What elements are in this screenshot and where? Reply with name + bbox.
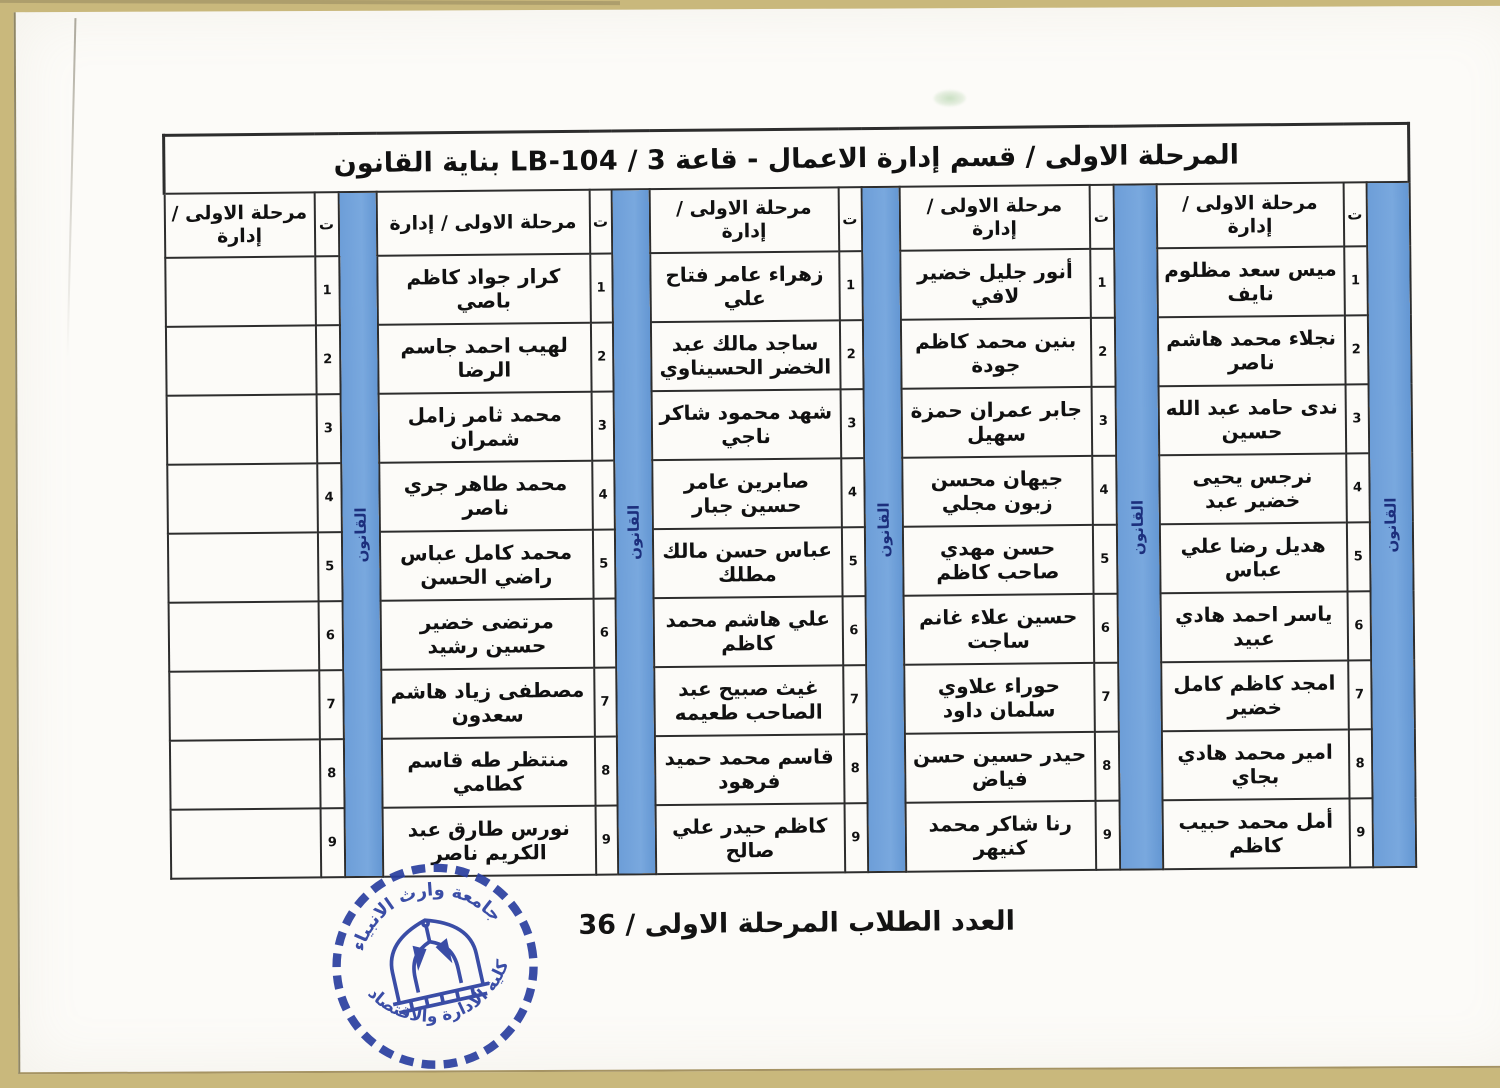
- student-name: غيث صبيح عبد الصاحب طعيمه: [654, 665, 844, 736]
- student-name: [170, 808, 321, 878]
- law-building-strip: [861, 187, 906, 872]
- student-roster-table: [162, 122, 1417, 880]
- row-number: 2: [590, 323, 613, 392]
- row-number: 1: [590, 254, 613, 323]
- row-number: 8: [1348, 729, 1372, 798]
- row-number: 3: [840, 389, 864, 458]
- student-name: كاظم حيدر علي صالح: [655, 803, 845, 874]
- student-name: زهراء عامر فتاح علي: [650, 251, 840, 322]
- group-header: مرحلة الاولى / إدارة: [164, 192, 315, 257]
- row-number: 7: [1094, 663, 1119, 732]
- index-header: ت: [1089, 185, 1114, 249]
- row-number: 9: [1349, 798, 1373, 867]
- index-header: ت: [1343, 182, 1367, 246]
- student-name: ميس سعد مظلوم نايف: [1157, 246, 1345, 317]
- student-name: ياسر احمد هادي عبيد: [1160, 591, 1348, 662]
- student-name: هديل رضا علي عباس: [1159, 522, 1347, 593]
- student-name: مصطفى زياد هاشم سعدون: [381, 668, 595, 739]
- stamp-top-text: جامعة وارث الانبياء: [347, 879, 506, 954]
- law-building-strip: [1113, 184, 1163, 869]
- student-name: مرتضى خضير حسين رشيد: [380, 599, 594, 670]
- student-name: حسن مهدي صاحب كاظم: [902, 525, 1093, 596]
- row-number: 6: [1347, 591, 1371, 660]
- student-name: منتظر طه قاسم كطامي: [381, 737, 595, 808]
- row-number: 6: [1093, 594, 1118, 663]
- student-name: [167, 463, 318, 533]
- row-number: 9: [844, 803, 868, 872]
- row-number: 5: [1092, 525, 1117, 594]
- student-name: [165, 325, 316, 395]
- row-number: 5: [592, 530, 615, 599]
- student-name: جيهان محسن زبون مجلي: [902, 456, 1093, 527]
- student-name: قاسم محمد حميد فرهود: [654, 734, 844, 805]
- paper-sheet: [14, 6, 1500, 1075]
- student-name: علي هاشم محمد كاظم: [653, 596, 843, 667]
- law-strip-label: القانون: [624, 504, 643, 560]
- row-number: 8: [594, 736, 617, 805]
- row-number: 1: [1090, 249, 1115, 318]
- student-name: ندى حامد عبد الله حسين: [1158, 384, 1346, 455]
- student-name: أمل محمد حبيب كاظم: [1162, 798, 1350, 869]
- scan-smudge: [934, 90, 966, 106]
- row-number: 9: [1095, 801, 1120, 870]
- law-building-strip: [1366, 182, 1416, 867]
- student-name: أنور جليل خضير لافي: [900, 249, 1091, 320]
- student-name: محمد كامل عباس راضي الحسن: [379, 530, 593, 601]
- student-name: عباس حسن مالك مطلك: [652, 527, 842, 598]
- student-name: [165, 256, 316, 326]
- student-name: بنين محمد كاظم جودة: [900, 318, 1091, 389]
- law-strip-label: القانون: [351, 506, 370, 563]
- row-number: 8: [1094, 732, 1119, 801]
- table-header-row: [164, 182, 1410, 258]
- index-header: ت: [589, 190, 612, 254]
- law-strip-label: القانون: [1381, 496, 1401, 553]
- row-number: 6: [318, 601, 343, 670]
- row-number: 1: [315, 256, 340, 325]
- law-strip-label: القانون: [874, 501, 893, 558]
- law-building-strip: [338, 192, 383, 877]
- student-name: امير محمد هادي بجاي: [1161, 729, 1349, 800]
- student-name: لهيب احمد جاسم الرضا: [377, 323, 591, 394]
- row-number: 4: [841, 458, 865, 527]
- row-number: 7: [319, 670, 344, 739]
- row-number: 1: [1344, 246, 1368, 315]
- student-name: [166, 394, 317, 464]
- student-name: رنا شاكر محمد كنيهر: [905, 801, 1096, 872]
- student-name: شهد محمود شاكر ناجي: [651, 389, 841, 460]
- row-number: 4: [317, 463, 342, 532]
- student-name: جابر عمران حمزة سهيل: [901, 387, 1092, 458]
- row-number: 8: [319, 739, 344, 808]
- row-number: 4: [1092, 456, 1117, 525]
- student-name: نجلاء محمد هاشم ناصر: [1157, 315, 1345, 386]
- row-number: 3: [1091, 387, 1116, 456]
- table-title: المرحلة الاولى / قسم إدارة الاعمال - قاعة 3 / LB-104 بناية القانون: [164, 123, 1410, 193]
- row-number: 7: [1348, 660, 1372, 729]
- group-header: مرحلة الاولى / إدارة: [376, 190, 590, 256]
- row-number: 1: [839, 251, 863, 320]
- row-number: 8: [843, 734, 867, 803]
- student-name: حيدر حسين حسن فياض: [904, 732, 1095, 803]
- row-number: 9: [320, 808, 345, 877]
- page-top-edge: [0, 0, 620, 5]
- row-number: 6: [593, 599, 616, 668]
- student-name: نرجس يحيى خضير عبد: [1159, 453, 1347, 524]
- student-name: محمد ثامر زامل شمران: [378, 392, 592, 463]
- student-name: نورس طارق عبد الكريم ناصر: [382, 806, 596, 877]
- row-number: 3: [1345, 384, 1369, 453]
- row-number: 7: [843, 665, 867, 734]
- row-number: 5: [317, 532, 342, 601]
- row-number: 2: [1344, 315, 1368, 384]
- student-name: [168, 601, 319, 671]
- student-name: [169, 670, 320, 740]
- row-number: 4: [592, 461, 615, 530]
- group-header: مرحلة الاولى / إدارة: [1156, 182, 1344, 248]
- row-number: 7: [594, 668, 617, 737]
- stamp-bottom-text: كلية الادارة والاقتصاد: [364, 957, 513, 1026]
- row-number: 9: [595, 805, 618, 874]
- group-header: مرحلة الاولى / إدارة: [899, 185, 1090, 251]
- law-strip-label: القانون: [1128, 499, 1148, 555]
- row-number: 2: [839, 320, 863, 389]
- row-number: 2: [315, 325, 340, 394]
- student-name: امجد كاظم كامل خضير: [1161, 660, 1349, 731]
- row-number: 5: [841, 527, 865, 596]
- group-header: مرحلة الاولى / إدارة: [649, 187, 839, 253]
- student-name: حسين علاء غانم ساجت: [903, 594, 1094, 665]
- student-name: صابرين عامر حسين جبار: [652, 458, 842, 529]
- row-number: 4: [1346, 453, 1370, 522]
- row-number: 6: [842, 596, 866, 665]
- student-name: [169, 739, 320, 809]
- index-header: ت: [314, 192, 339, 256]
- student-name: [167, 532, 318, 602]
- student-name: ساجد مالك عبد الخضر الحسيناوي: [650, 320, 840, 391]
- row-number: 5: [1346, 522, 1370, 591]
- law-building-strip: [611, 189, 656, 874]
- row-number: 2: [1090, 318, 1115, 387]
- student-name: حوراء علاوي سلمان داود: [904, 663, 1095, 734]
- row-number: 3: [591, 392, 614, 461]
- student-name: كرار جواد كاظم باصي: [377, 254, 591, 325]
- row-number: 3: [316, 394, 341, 463]
- student-name: محمد طاهر جري ناصر: [379, 461, 593, 532]
- index-header: ت: [838, 187, 862, 251]
- student-count-text: العدد الطلاب المرحلة الاولى / 36: [578, 905, 1016, 941]
- sheet-content: [13, 2, 1500, 1076]
